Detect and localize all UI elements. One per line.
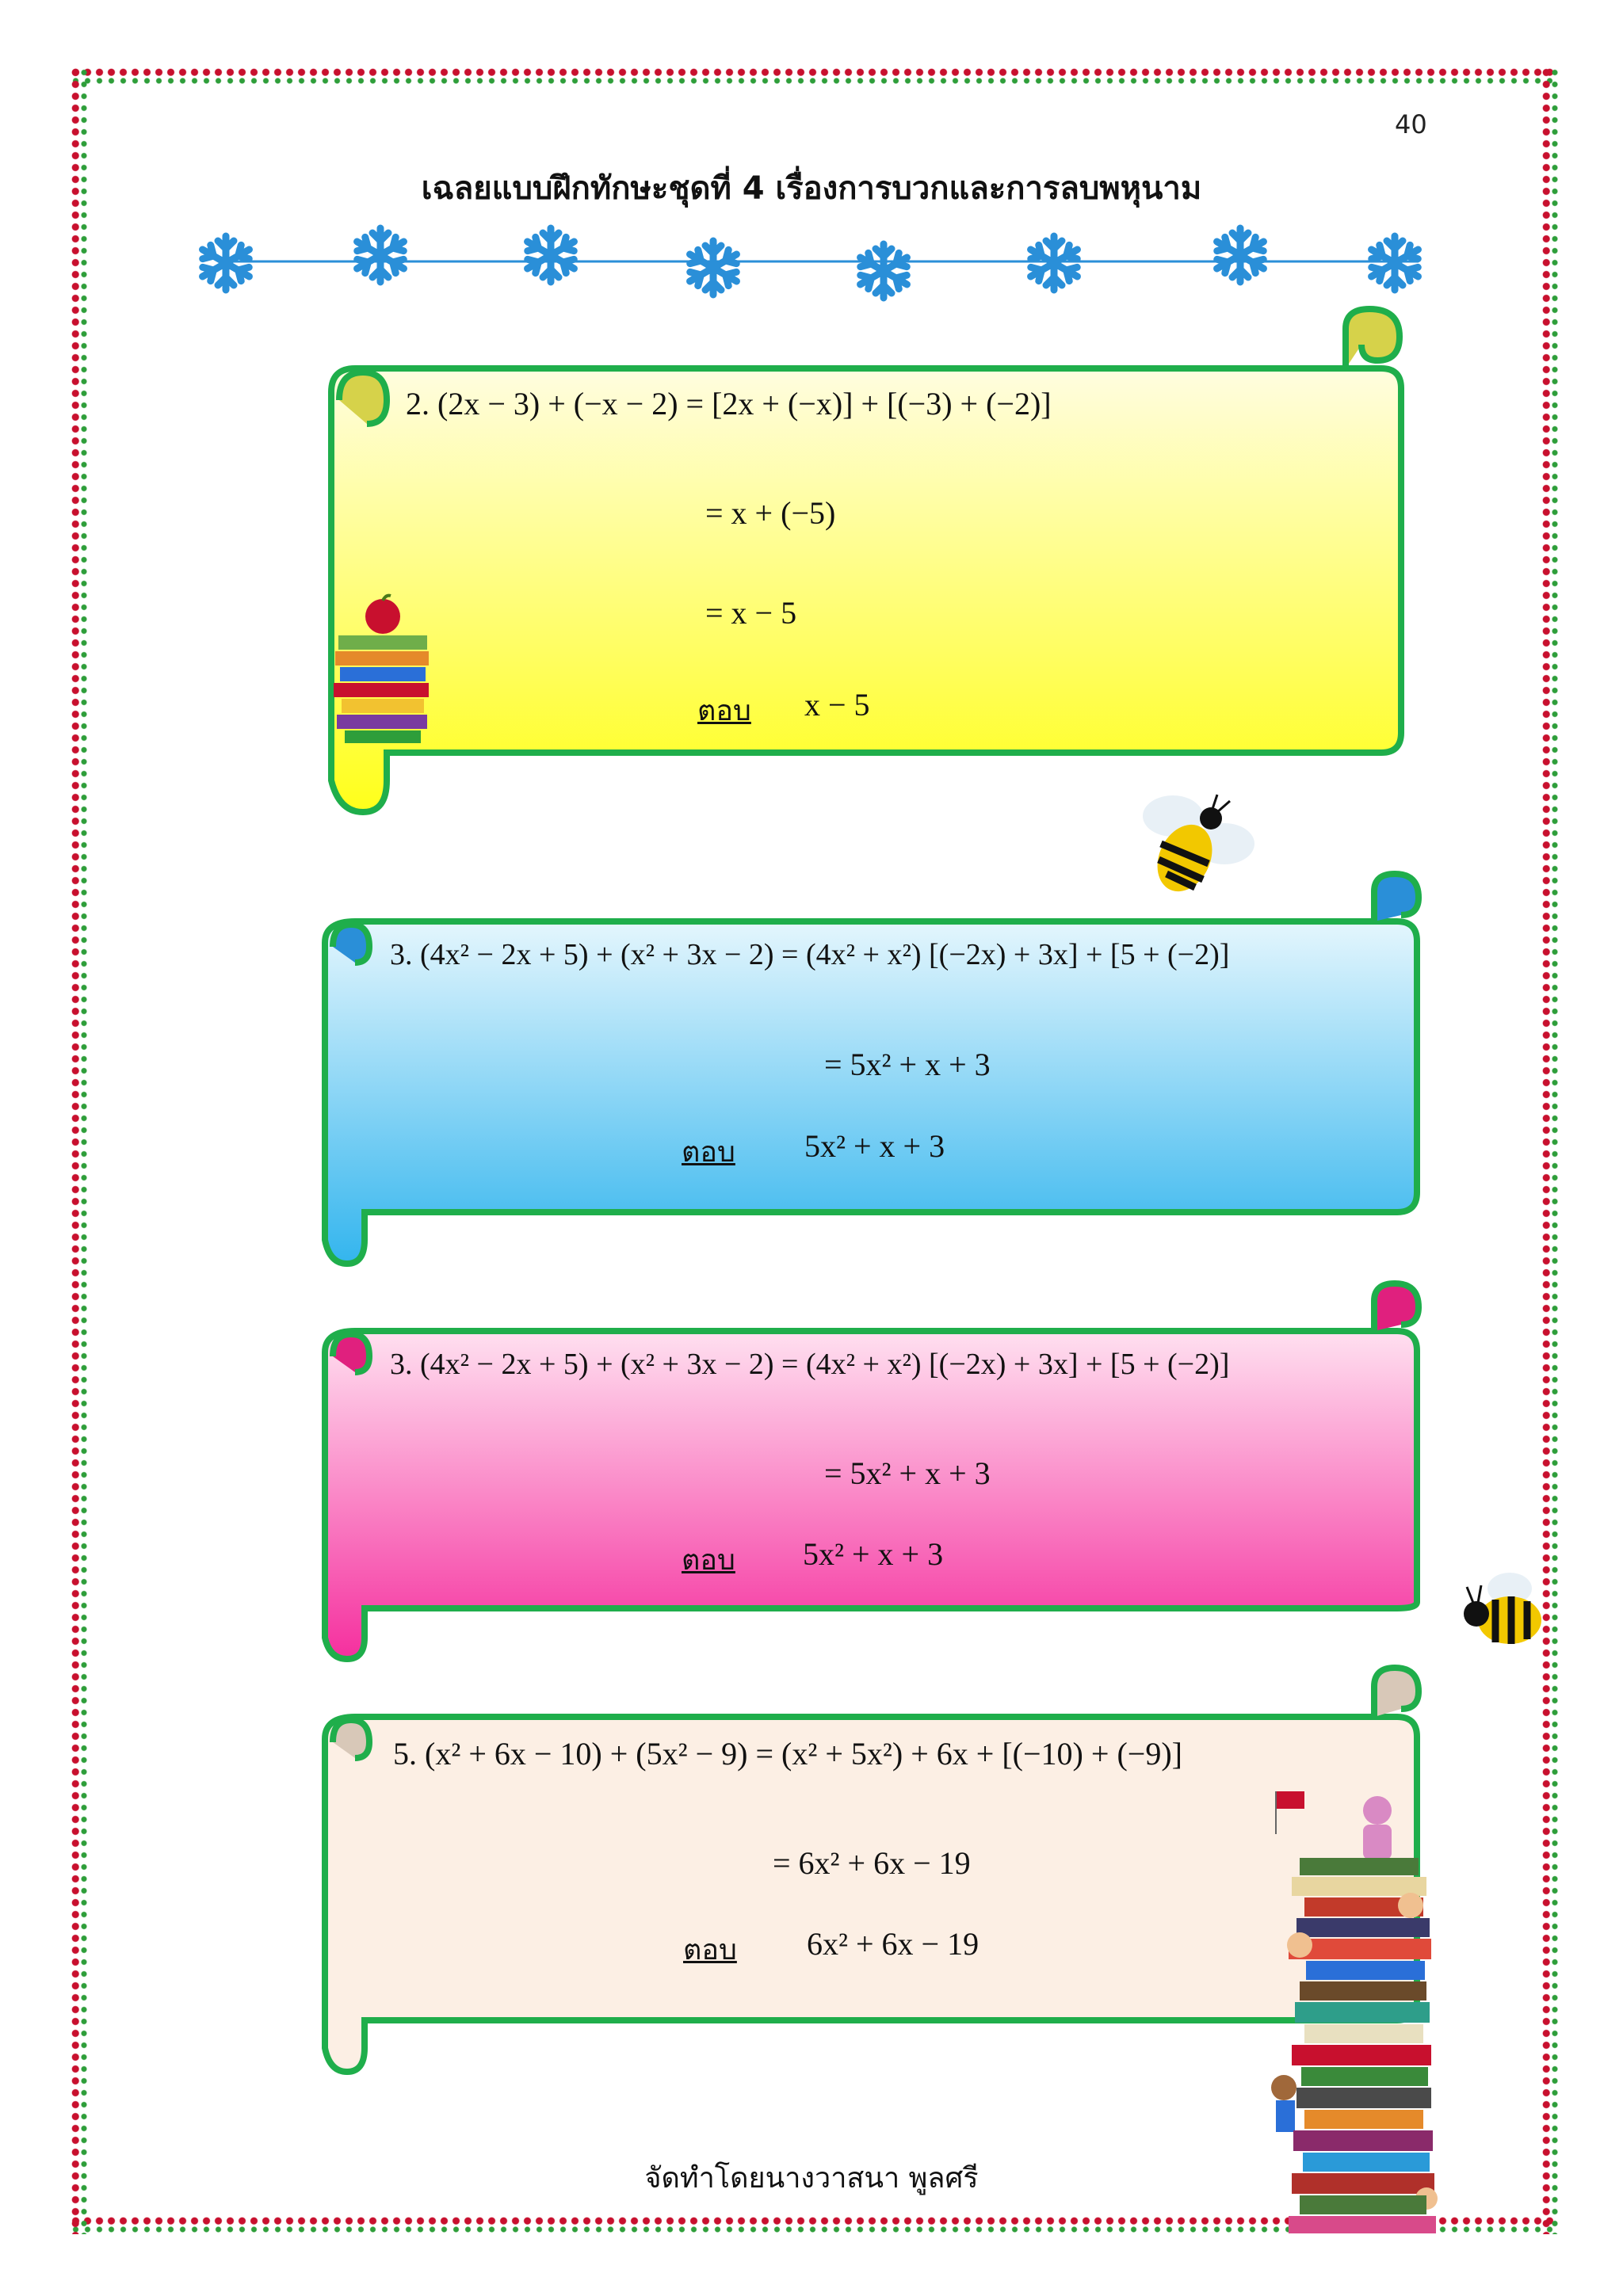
scroll-frame-yellow xyxy=(315,305,1409,828)
scroll1-line1: 2. (2x − 3) + (−x − 2) = [2x + (−x)] + [(−3) + (−2)] xyxy=(406,386,1052,421)
scroll1-line2: = x + (−5) xyxy=(705,495,836,531)
scroll2-line1: 3. (4x² − 2x + 5) + (x² + 3x − 2) = (4x² + x²) [(−2x) + 3x] + [5 + (−2)] xyxy=(390,938,1230,971)
footer-author: จัดทำโดยนางวาสนา พูลศรี xyxy=(644,2162,979,2195)
snowflake-icon xyxy=(857,244,911,298)
scroll3-line1: 3. (4x² − 2x + 5) + (x² + 3x − 2) = (4x² + x²) [(−2x) + 3x] + [5 + (−2)] xyxy=(390,1348,1230,1381)
snowflake-icon xyxy=(353,228,408,282)
snowflake-icon xyxy=(686,241,741,295)
scroll4-answer-label: ตอบ xyxy=(683,1934,737,1966)
page-border-top xyxy=(70,67,1553,86)
scroll1-answer-label: ตอบ xyxy=(697,695,751,727)
snowflake-divider xyxy=(190,214,1442,317)
scroll3-line2: = 5x² + x + 3 xyxy=(824,1455,991,1491)
page-border-right xyxy=(1541,67,1560,2234)
scroll4-answer-value: 6x² + 6x − 19 xyxy=(807,1926,980,1962)
scroll3-answer-label: ตอบ xyxy=(682,1544,735,1577)
bee-icon xyxy=(1454,1565,1549,1660)
scroll1-answer-value: x − 5 xyxy=(804,687,870,723)
scroll1-line3: = x − 5 xyxy=(705,595,797,631)
snowflake-icon xyxy=(1027,236,1082,290)
scroll4-line1: 5. (x² + 6x − 10) + (5x² − 9) = (x² + 5x²) + 6x + [(−10) + (−9)] xyxy=(393,1736,1182,1772)
page-title: เฉลยแบบฝึกทักษะชุดที่ 4 เรื่องการบวกและการลบพหุนาม xyxy=(421,170,1202,207)
scroll4-line2: = 6x² + 6x − 19 xyxy=(773,1845,971,1881)
page-border-left xyxy=(70,67,89,2234)
scroll3-answer-value: 5x² + x + 3 xyxy=(803,1536,944,1572)
snowflake-icon xyxy=(1368,236,1423,290)
snowflake-icon xyxy=(524,228,579,282)
scroll2-line2: = 5x² + x + 3 xyxy=(824,1047,991,1082)
apple-books-icon xyxy=(329,594,440,753)
scroll2-answer-value: 5x² + x + 3 xyxy=(804,1128,945,1164)
snowflake-icon xyxy=(199,236,254,290)
snowflake-icon xyxy=(1213,228,1268,282)
page-number: 40 xyxy=(1395,109,1427,139)
scroll2-answer-label: ตอบ xyxy=(682,1136,735,1169)
